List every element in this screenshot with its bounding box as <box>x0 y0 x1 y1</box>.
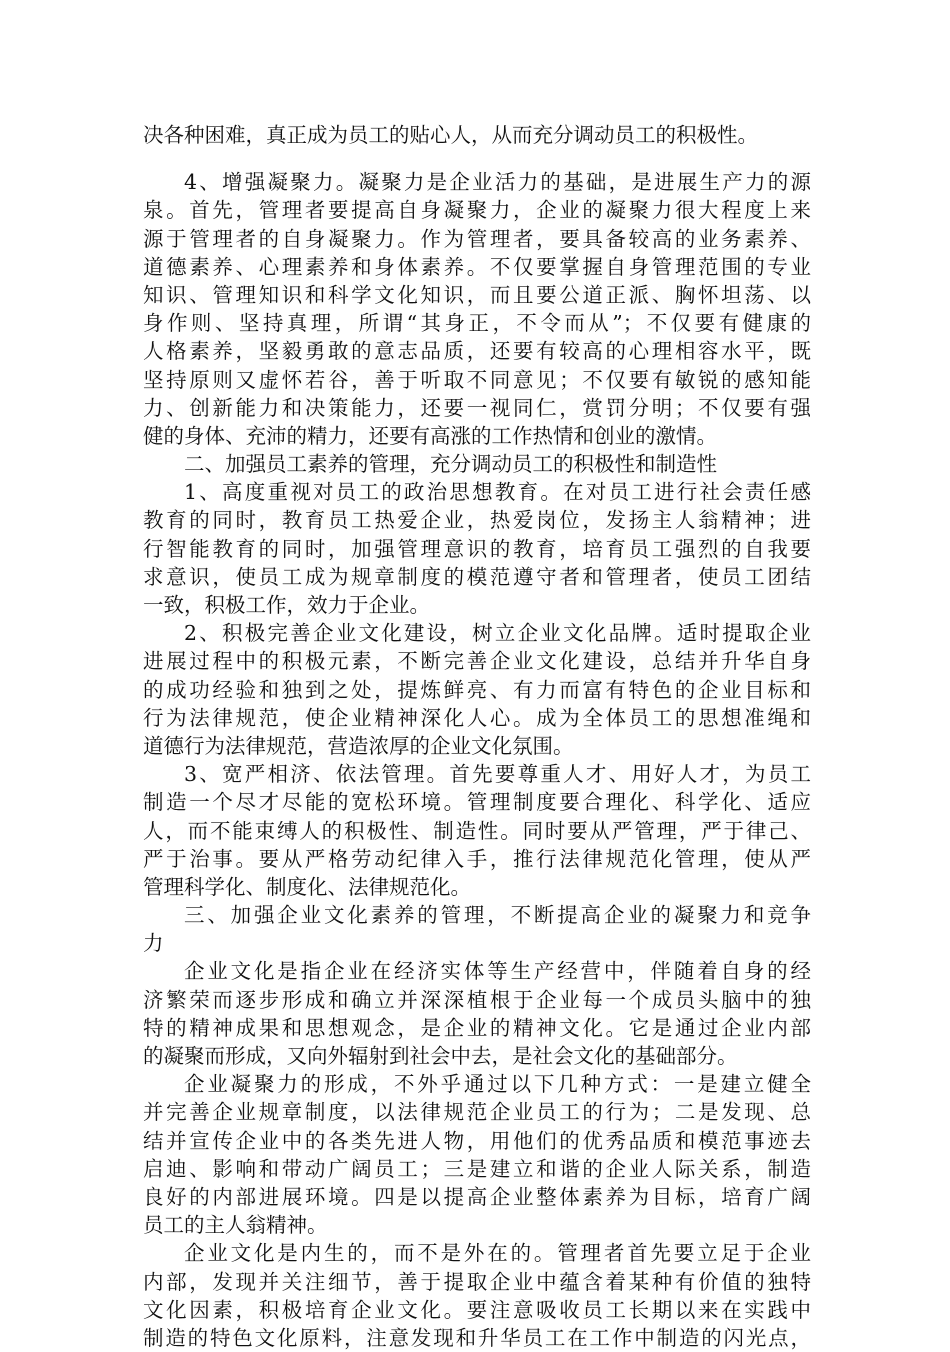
paragraph-p6 <box>143 1070 811 1239</box>
text-line: 行为法律规范，使企业精神深化人心。成为全体员工的思想准绳和 <box>143 705 811 730</box>
text-line: 三、加强企业文化素养的管理，不断提高企业的凝聚力和竞争 <box>184 903 811 928</box>
paragraph-p2 <box>143 478 811 619</box>
text-line: 严于治事。要从严格劳动纪律入手，推行法律规范化管理，使从严 <box>143 846 811 871</box>
text-line: 教育的同时，教育员工热爱企业，热爱岗位，发扬主人翁精神；进 <box>143 508 811 533</box>
paragraph-gap <box>143 149 811 168</box>
document-page <box>143 121 811 1352</box>
text-line: 决各种困难，真正成为员工的贴心人，从而充分调动员工的积极性。 <box>143 123 758 147</box>
text-line: 求意识，使员工成为规章制度的模范遵守者和管理者，使员工团结 <box>143 564 811 589</box>
text-line: 1、高度重视对员工的政治思想教育。在对员工进行社会责任感 <box>184 480 811 505</box>
text-line: 身作则、坚持真理，所谓“其身正，不令而从”；不仅要有健康的 <box>143 311 811 336</box>
text-line: 企业文化是指企业在经济实体等生产经营中，伴随着自身的经 <box>184 959 811 984</box>
text-line: 结并宣传企业中的各类先进人物，用他们的优秀品质和模范事迹去 <box>143 1128 811 1153</box>
text-line: 力、创新能力和决策能力，还要一视同仁，赏罚分明；不仅要有强 <box>143 395 811 420</box>
text-line: 内部，发现并关注细节，善于提取企业中蕴含着某种有价值的独特 <box>143 1269 811 1294</box>
paragraph-p4 <box>143 760 811 901</box>
text-line: 坚持原则又虚怀若谷，善于听取不同意见；不仅要有敏锐的感知能 <box>143 367 811 392</box>
text-line: 管理科学化、制度化、法律规范化。 <box>143 874 471 899</box>
text-line: 源于管理者的自身凝聚力。作为管理者，要具备较高的业务素养、 <box>143 226 811 251</box>
text-line: 企业文化是内生的，而不是外在的。管理者首先要立足于企业 <box>184 1241 811 1266</box>
paragraph-p0 <box>143 121 811 149</box>
text-line: 2、积极完善企业文化建设，树立企业文化品牌。适时提取企业 <box>184 621 811 646</box>
text-line: 4、增强凝聚力。凝聚力是企业活力的基础，是进展生产力的源 <box>184 170 811 195</box>
text-line: 并完善企业规章制度，以法律规范企业员工的行为；二是发现、总 <box>143 1100 811 1125</box>
text-line: 启迪、影响和带动广阔员工；三是建立和谐的企业人际关系，制造 <box>143 1156 811 1181</box>
text-line: 制造的特色文化原料，注意发现和升华员工在工作中制造的闪光点， <box>143 1325 811 1350</box>
text-line: 力 <box>143 931 164 956</box>
text-line: 二、加强员工素养的管理，充分调动员工的积极性和制造性 <box>184 452 717 477</box>
text-line: 道德行为法律规范，营造浓厚的企业文化氛围。 <box>143 733 574 758</box>
paragraph-p7 <box>143 1239 811 1352</box>
text-line: 泉。首先，管理者要提高自身凝聚力，企业的凝聚力很大程度上来 <box>143 198 811 223</box>
text-line: 济繁荣而逐步形成和确立并深深植根于企业每一个成员头脑中的独 <box>143 987 811 1012</box>
paragraph-p1 <box>143 168 811 450</box>
text-line: 人格素养，坚毅勇敢的意志品质，还要有较高的心理相容水平，既 <box>143 339 811 364</box>
text-line: 良好的内部进展环境。四是以提高企业整体素养为目标，培育广阔 <box>143 1184 811 1209</box>
paragraph-p5 <box>143 957 811 1070</box>
section-heading-h3 <box>143 901 811 957</box>
text-line: 员工的主人翁精神。 <box>143 1213 328 1238</box>
text-line: 健的身体、充沛的精力，还要有高涨的工作热情和创业的激情。 <box>143 423 717 448</box>
text-line: 进展过程中的积极元素，不断完善企业文化建设，总结并升华自身 <box>143 649 811 674</box>
text-line: 3、宽严相济、依法管理。首先要尊重人才、用好人才，为员工 <box>184 762 811 787</box>
text-line: 制造一个尽才尽能的宽松环境。管理制度要合理化、科学化、适应 <box>143 790 811 815</box>
text-line: 知识、管理知识和科学文化知识，而且要公道正派、胸怀坦荡、以 <box>143 282 811 307</box>
text-line: 企业凝聚力的形成，不外乎通过以下几种方式：一是建立健全 <box>184 1072 811 1097</box>
text-line: 的凝聚而形成，又向外辐射到社会中去，是社会文化的基础部分。 <box>143 1044 738 1068</box>
text-line: 道德素养、心理素养和身体素养。不仅要掌握自身管理范围的专业 <box>143 254 811 279</box>
section-heading-h2 <box>143 450 811 478</box>
text-line: 的成功经验和独到之处，提炼鲜亮、有力而富有特色的企业目标和 <box>143 677 811 702</box>
paragraph-p3 <box>143 619 811 760</box>
text-line: 文化因素，积极培育企业文化。要注意吸收员工长期以来在实践中 <box>143 1297 811 1322</box>
text-line: 行智能教育的同时，加强管理意识的教育，培育员工强烈的自我要 <box>143 536 811 561</box>
text-line: 一致，积极工作，效力于企业。 <box>143 593 430 617</box>
text-line: 特的精神成果和思想观念，是企业的精神文化。它是通过企业内部 <box>143 1015 811 1040</box>
text-line: 人，而不能束缚人的积极性、制造性。同时要从严管理，严于律己、 <box>143 818 811 843</box>
